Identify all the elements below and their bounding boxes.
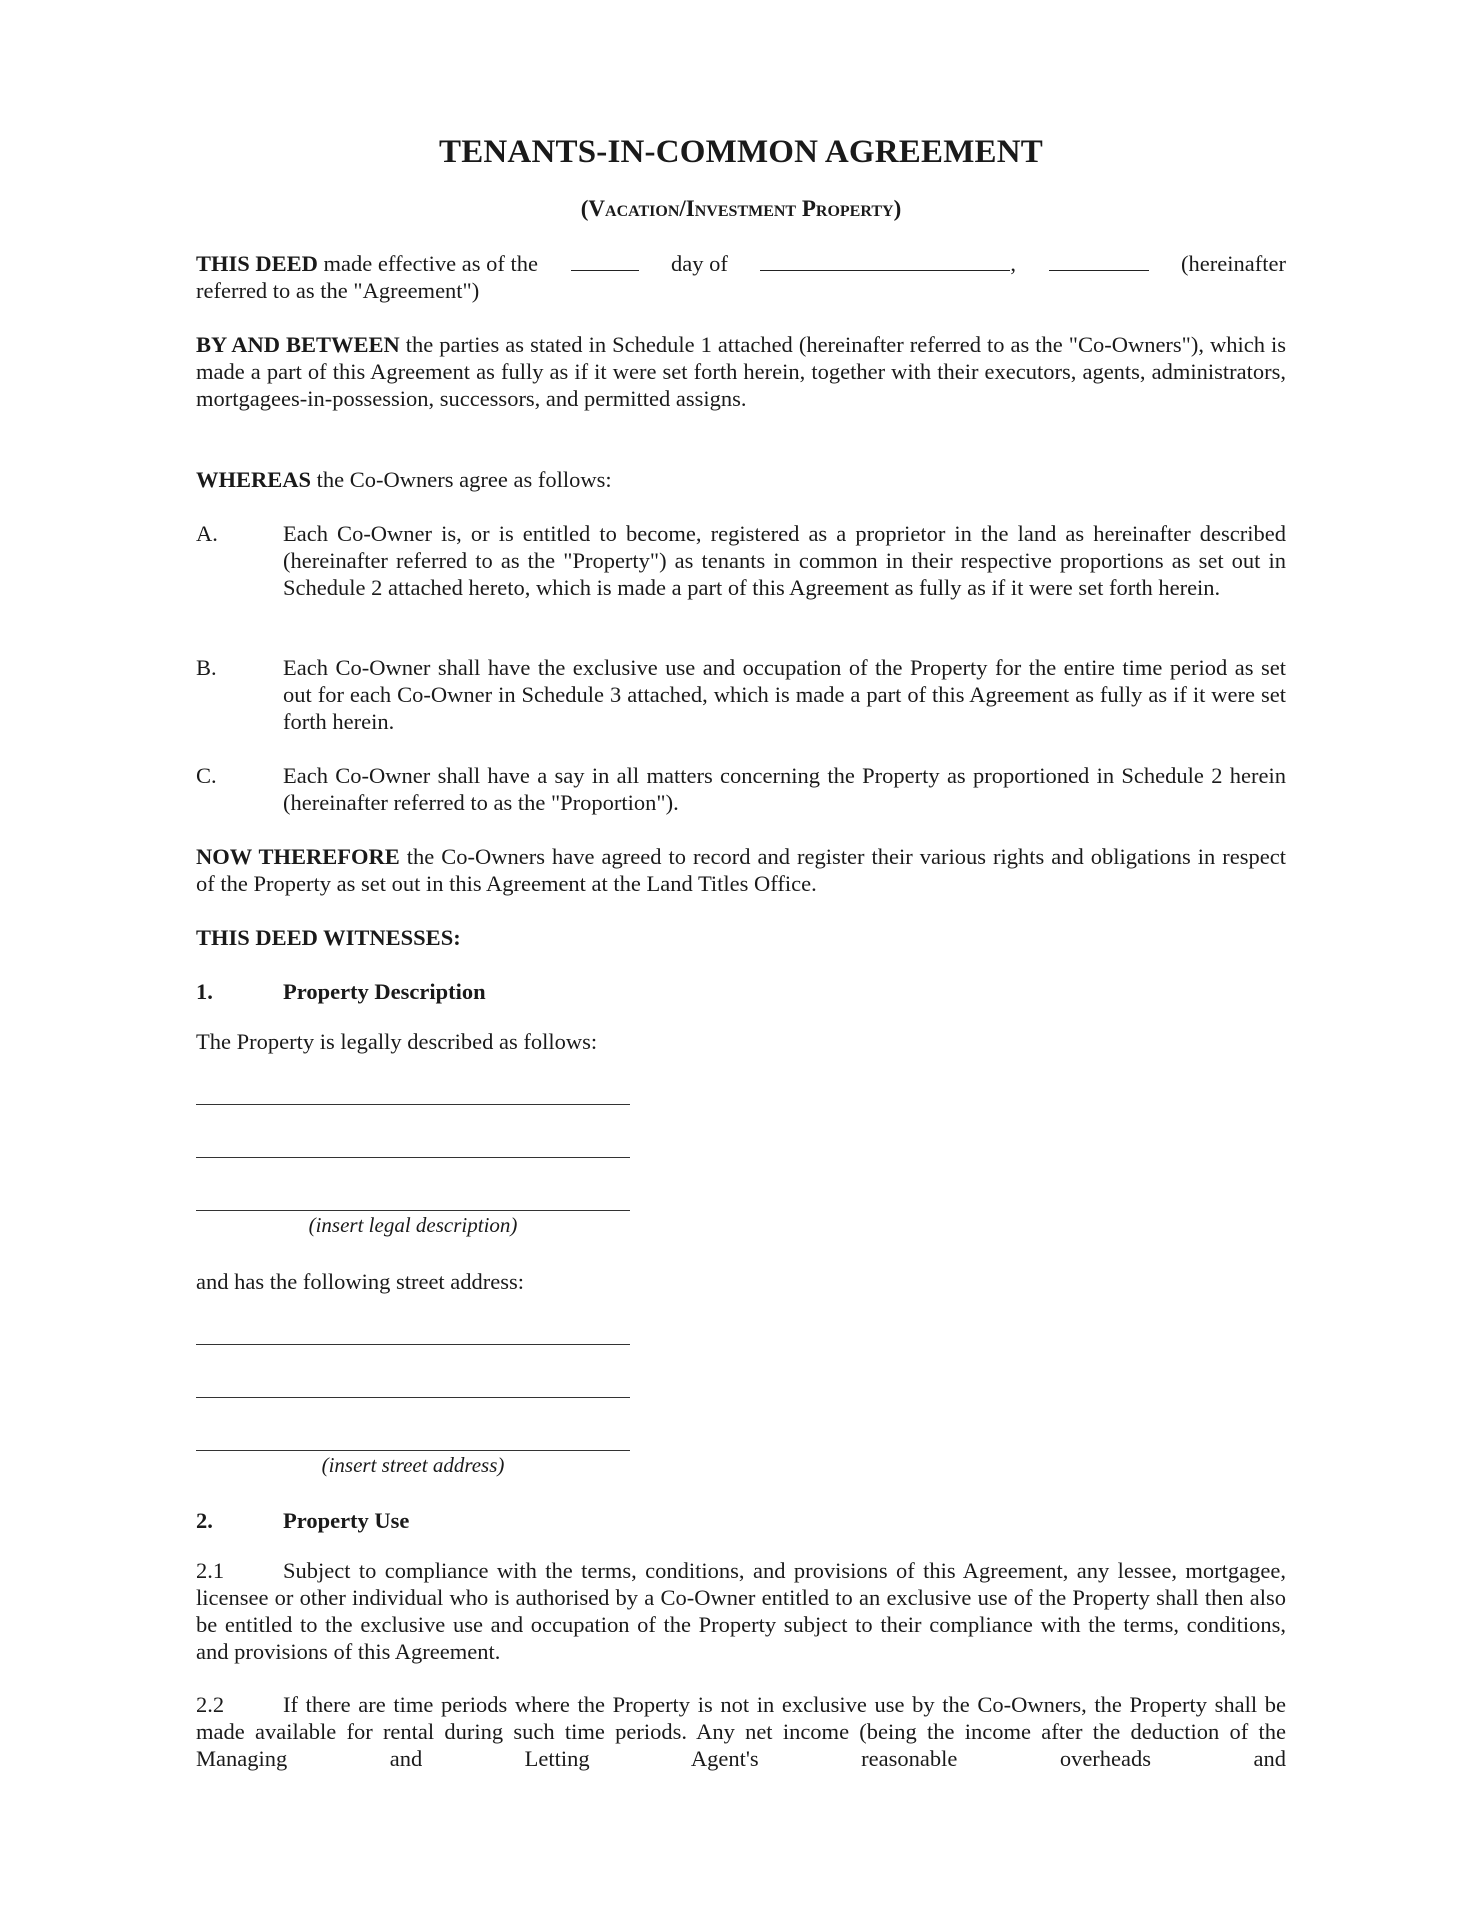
recital-label: A. [196, 521, 218, 546]
street-address-intro: and has the following street address: [196, 1269, 525, 1294]
whereas-paragraph [196, 466, 1286, 493]
deed-made-effective: made effective as of the [323, 251, 539, 276]
deed-lead: THIS DEED [196, 251, 318, 276]
recital-text: Each Co-Owner shall have the exclusive use and occupation of the Property for the entire time period as set out for each Co-Owner in Schedule 3 attached, which is made a part of this Agreement as fully as if it were set forth herein. [283, 655, 1286, 734]
deed-paragraph [196, 250, 1286, 304]
document-subtitle: (Vacation/Investment Property) [580, 196, 902, 221]
now-therefore-lead: NOW THEREFORE [196, 844, 400, 869]
street-address-line-3[interactable] [196, 1450, 630, 1451]
clause-text: If there are time periods where the Property is not in exclusive use by the Co-Owners, the Property shall be made available for rental during such time periods. Any net income (being the income after the deduction of the Managing and Letting Agent's reasonable overheads and [196, 1692, 1286, 1771]
recital-label: C. [196, 763, 217, 788]
now-therefore-text: the Co-Owners have agreed to record and register their various rights and obligations in respect of the Property as set out in this Agreement at the Land Titles Office. [196, 844, 1286, 896]
deed-line2: referred to as the "Agreement") [196, 278, 480, 303]
street-address-line-2[interactable] [196, 1397, 630, 1398]
recital-text: Each Co-Owner is, or is entitled to become, registered as a proprietor in the land as hereinafter described (hereinafter referred to as the "Property") as tenants in common in their respective proportions as set out in Schedule 2 attached hereto, which is made a part of this Agreement as fully as if it were set forth herein. [283, 521, 1286, 600]
section-number: 2. [196, 1508, 213, 1533]
legal-description-line-1[interactable] [196, 1104, 630, 1105]
month-blank[interactable] [760, 250, 1010, 271]
section-number: 1. [196, 979, 213, 1004]
section-title: Property Use [283, 1508, 410, 1533]
street-address-line-1[interactable] [196, 1344, 630, 1345]
clause-text: Subject to compliance with the terms, conditions, and provisions of this Agreement, any lessee, mortgagee, licensee or other individual who is authorised by a Co-Owner entitled to an exclusive use of the Property shall then also be entitled to the exclusive use and occupation of the Property subject to their compliance with the terms, conditions, and provisions of this Agreement. [196, 1558, 1286, 1664]
clause-number: 2.2 [196, 1692, 225, 1717]
deed-day-of: day of [671, 251, 728, 276]
legal-description-line-2[interactable] [196, 1157, 630, 1158]
witnesses-heading: THIS DEED WITNESSES: [196, 925, 461, 950]
clause-2-1 [196, 1557, 1286, 1665]
legal-description-caption: (insert legal description) [308, 1213, 518, 1237]
year-blank[interactable] [1049, 250, 1149, 271]
between-paragraph [196, 331, 1286, 412]
day-blank[interactable] [571, 250, 639, 271]
section-title: Property Description [283, 979, 486, 1004]
legal-description-line-3[interactable] [196, 1210, 630, 1211]
deed-comma: , [1010, 251, 1017, 276]
clause-number: 2.1 [196, 1558, 225, 1583]
now-therefore-paragraph [196, 843, 1286, 897]
whereas-text: the Co-Owners agree as follows: [316, 467, 612, 492]
whereas-lead: WHEREAS [196, 467, 312, 492]
between-text: the parties as stated in Schedule 1 attached (hereinafter referred to as the "Co-Owners"), which is made a part of this Agreement as fully as if it were set forth herein, together with their executors, agents, administrators, mortgagees-in-possession, successors, and permitted assigns. [196, 332, 1287, 411]
deed-hereinafter: (hereinafter [1181, 251, 1286, 276]
document-title: TENANTS-IN-COMMON AGREEMENT [438, 134, 1043, 170]
street-address-caption: (insert street address) [321, 1453, 505, 1477]
between-lead: BY AND BETWEEN [196, 332, 400, 357]
legal-description-intro: The Property is legally described as follows: [196, 1029, 598, 1054]
recital-label: B. [196, 655, 217, 680]
clause-2-2 [196, 1691, 1286, 1772]
recital-text: Each Co-Owner shall have a say in all matters concerning the Property as proportioned in Schedule 2 herein (hereinafter referred to as the "Proportion"). [283, 763, 1286, 815]
